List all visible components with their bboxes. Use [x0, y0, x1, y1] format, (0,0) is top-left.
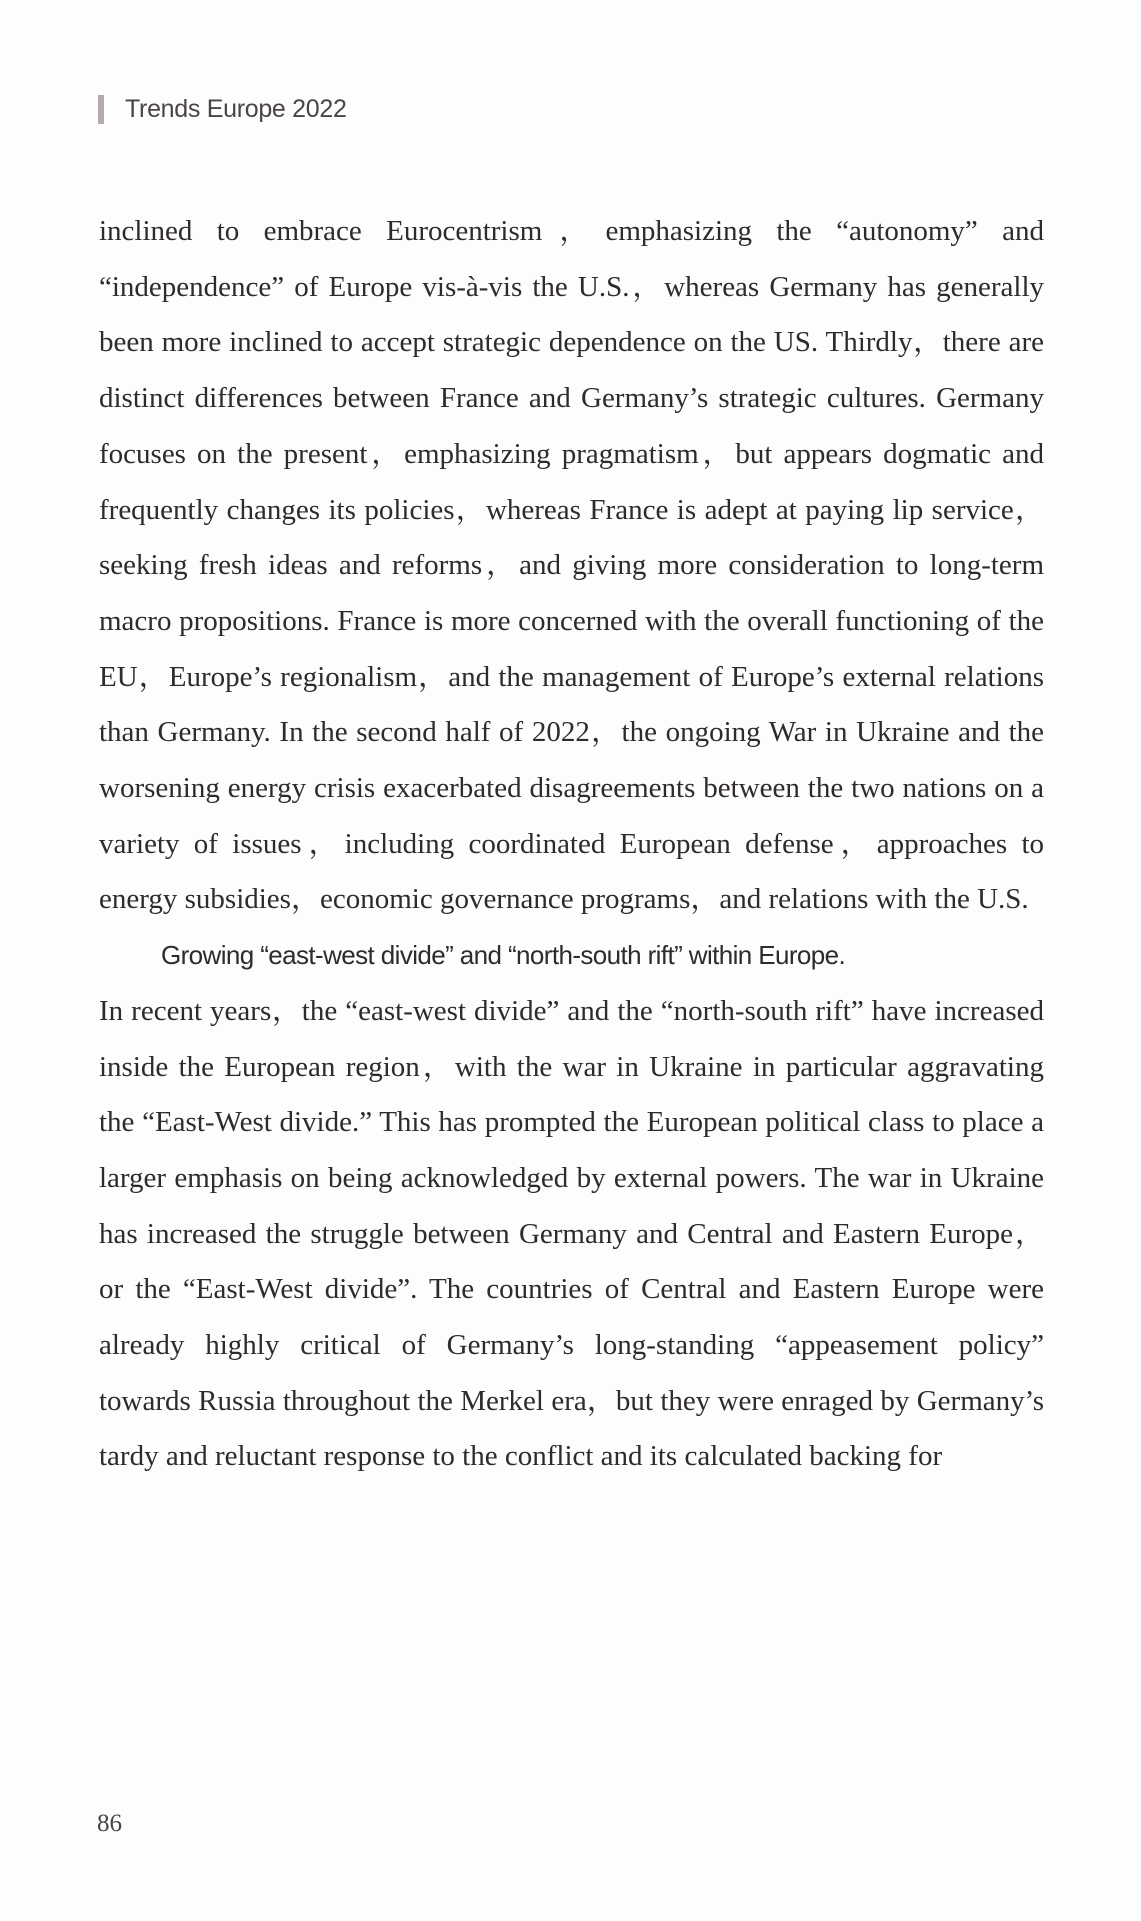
paragraph: inclined to embrace Eurocentrism，emphasizing the “autonomy” and “independence” of Europe vis-à-vis the U.S.，whereas Germany has generally been more inclined to accept strategic dependence on the US. Thirdly，there are distinct differences between France and Germany’s strategic cultures. Germany focuses on the present，emphasizing pragmatism，but appears dogmatic and frequently changes its policies，whereas France is adept at paying lip service，seeking fresh ideas and reforms，and giving more consideration to long-term macro propositions. France is more concerned with the overall functioning of the EU，Europe’s regionalism，and the management of Europe’s external relations than Germany. In the second half of 2022，the ongoing War in Ukraine and the worsening energy crisis exacerbated disagreements between the two nations on a variety of issues，including coordinated European defense，approaches to energy subsidies，economic governance programs，and relations with the U.S. — [99, 215, 1044, 916]
running-title: Trends Europe 2022 — [125, 94, 347, 123]
body-text — [99, 204, 1044, 1485]
page-number: 86 — [97, 1810, 122, 1837]
header-accent-bar — [98, 95, 104, 124]
paragraph: In recent years，the “east-west divide” and the “north-south rift” have increased inside the European region，with the war in Ukraine in particular aggravating the “East-West divide.” This has prompted the European political class to place a larger emphasis on being acknowledged by external powers. The war in Ukraine has increased the struggle between Germany and Central and Eastern Europe，or the “East-West divide”. The countries of Central and Eastern Europe were already highly critical of Germany’s long-standing “appeasement policy” towards Russia throughout the Merkel era，but they were enraged by Germany’s tardy and reluctant response to the conflict and its calculated backing for — [99, 994, 1044, 1473]
running-header — [98, 94, 347, 124]
section-heading: Growing “east-west divide” and “north-south rift” within Europe. — [161, 940, 846, 971]
